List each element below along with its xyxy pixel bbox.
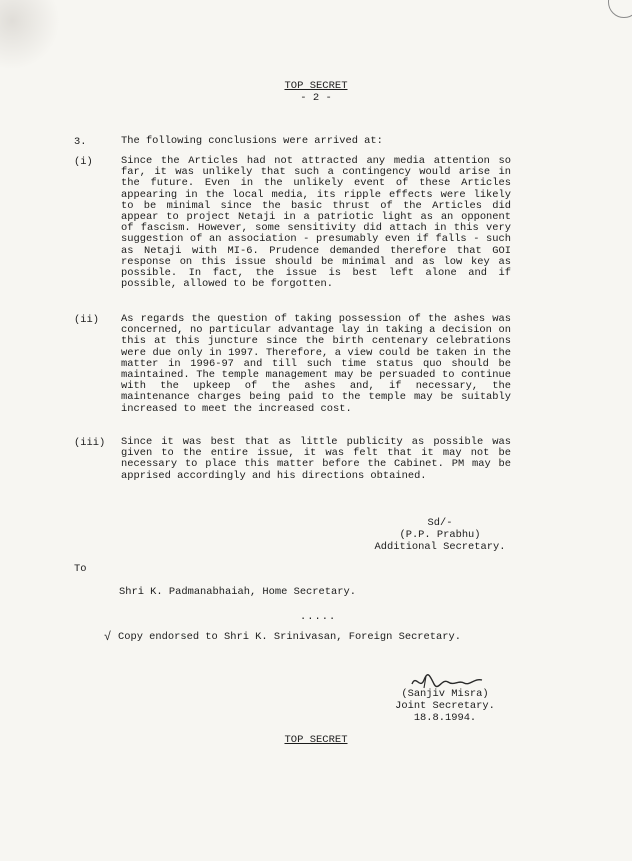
para-text-iii: Since it was best that as little publicity as possible was given to the entire issue, it was felt that it may not be necessary to place this matter before the Cabinet. PM may be apprised accordingly and his directions obtained.: [121, 436, 511, 482]
para-text-i: Since the Articles had not attracted any media attention so far, it was unlikely that such a contingency would arise in the future. Even in the unlikely event of these Articles appearing in the local media, its ripple effects were likely to be minimal since the basic thrust of the Articles did appear to project Netaji in a patriotic light as an opponent of fascism. However, some sensitivity did attach in this very suggestion of an association - presumably even if falls - such as Netaji with MI-6. Prudence demanded therefore that GOI response on this issue should be minimal and as low key as possible. In fact, the issue is best left alone and if possible, allowed to be forgotten.: [121, 155, 511, 291]
classification-header: TOP SECRET: [284, 80, 348, 92]
corner-circle-mark: [608, 0, 632, 18]
signatory-title: Joint Secretary.: [395, 700, 495, 712]
separator-dots: .....: [300, 611, 337, 623]
para-text-ii: As regards the question of taking possession of the ashes was concerned, no particular advantage lay in taking a decision on this at this juncture since the birth centenary celebrations were due only in 1997. Therefore, a view could be taken in the matter in 1996-97 and till such time status quo should be maintained. The temple management may be persuaded to continue with the upkeep of the ashes and, if necessary, the maintenance charges being paid to the temple may be suitably increased to meet the increased cost.: [121, 313, 511, 415]
para-number-iii: (iii): [74, 437, 106, 449]
paper-smudge: [0, 0, 60, 70]
signatory-name: (Sanjiv Misra): [401, 688, 489, 700]
to-label: To: [74, 563, 87, 575]
signature-date: 18.8.1994.: [413, 712, 477, 724]
sd-mark: Sd/-: [427, 517, 453, 529]
signatory-block-2: [380, 688, 510, 724]
section-intro: The following conclusions were arrived at:: [121, 135, 383, 147]
copy-endorsement: Copy endorsed to Shri K. Srinivasan, Foreign Secretary.: [118, 631, 461, 643]
signatory-title: Additional Secretary.: [374, 541, 506, 553]
tick-mark: √: [104, 630, 112, 644]
para-number-ii: (ii): [74, 314, 99, 326]
signatory-block-1: [365, 517, 515, 553]
signatory-name: (P.P. Prabhu): [399, 529, 481, 541]
section-number: 3.: [74, 136, 87, 148]
addressee: Shri K. Padmanabhaiah, Home Secretary.: [119, 586, 356, 598]
page-number: - 2 -: [300, 92, 332, 104]
classification-footer: TOP SECRET: [284, 734, 348, 746]
para-number-i: (i): [74, 156, 93, 168]
